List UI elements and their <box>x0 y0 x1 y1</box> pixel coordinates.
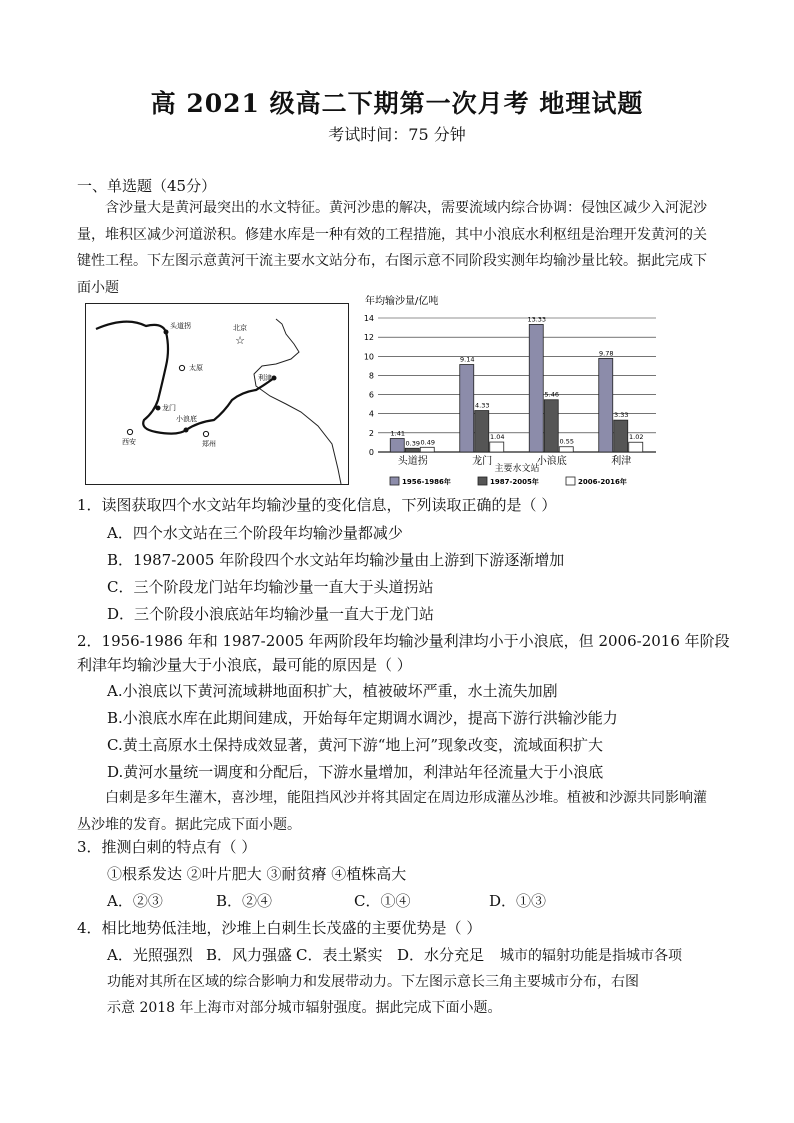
q3-option-a[interactable]: A．②③ <box>107 892 163 910</box>
chart-bar <box>559 447 573 452</box>
q3-option-d[interactable]: D．①③ <box>489 892 547 910</box>
xian-city <box>127 429 132 434</box>
q1-option-a[interactable]: A．四个水文站在三个阶段年均输沙量都减少 <box>107 524 403 542</box>
passage-yellow-river: 含沙量大是黄河最突出的水文特征。黄河沙患的解决，需要流域内综合协调：侵蚀区减少入河泥沙量，堆积区减少河道淤积。修建水库是一种有效的工程措施，其中小浪底水利枢纽是治理开发黄河的关键性工程。下左图示意黄河干流主要水文站分布，右图示意不同阶段实测年均输沙量比较。据此完成下面小题 <box>77 200 707 296</box>
taiyuan-city <box>179 365 184 370</box>
q4-option-d[interactable]: D．水分充足 <box>397 946 485 964</box>
exam-duration: 考试时间：75 分钟 <box>328 125 466 144</box>
chart-bar <box>475 411 489 452</box>
chart-legend-swatch <box>478 477 487 485</box>
label-xiaolangdi: 小浪底 <box>176 415 197 423</box>
q1-option-c[interactable]: C．三个阶段龙门站年均输沙量一直大于头道拐站 <box>107 578 434 596</box>
passage-city-radiation-line2: 功能对其所在区域的综合影响力和发展带动力。下左图示意长三角主要城市分布，右图 <box>107 974 639 990</box>
question-2-stem: 2．1956-1986 年和 1987-2005 年两阶段年均输沙量利津均小于小浪底，但 2006-2016 年阶段 <box>77 632 730 650</box>
label-beijing: 北京 <box>233 324 247 332</box>
q3-option-b[interactable]: B．②④ <box>216 892 273 910</box>
exam-title: 高 2021 级高二下期第一次月考 地理试题 <box>150 89 644 118</box>
chart-legend-label: 1956-1986年 <box>402 478 451 486</box>
chart-category-label: 龙门 <box>472 456 493 467</box>
chart-bar <box>599 358 613 452</box>
chart-bar <box>529 324 543 452</box>
longmen-station <box>156 406 161 411</box>
q1-option-d[interactable]: D．三个阶段小浪底站年均输沙量一直大于龙门站 <box>107 605 435 623</box>
label-zhengzhou: 郑州 <box>202 440 216 448</box>
question-4-stem: 4．相比地势低洼地，沙堆上白刺生长茂盛的主要优势是（ ） <box>77 919 482 937</box>
chart-legend-label: 1987-2005年 <box>490 478 539 486</box>
chart-data-label: 9.14 <box>460 355 475 364</box>
chart-data-label: 13.33 <box>527 315 547 324</box>
chart-bar <box>460 365 474 452</box>
yellow-river-map <box>85 303 349 485</box>
chart-data-label: 0.39 <box>405 439 420 448</box>
chart-bar <box>614 420 628 452</box>
chart-bar <box>544 400 558 452</box>
chart-legend-swatch <box>566 477 575 485</box>
chart-x-axis-label: 主要水文站 <box>494 464 540 474</box>
chart-bar <box>490 442 504 452</box>
chart-legend-label: 2006-2016年 <box>578 478 627 486</box>
chart-category-label: 小浪底 <box>536 456 567 467</box>
beijing-star-icon: ☆ <box>235 334 245 347</box>
label-toudaoguai: 头道拐 <box>170 322 191 330</box>
chart-y-tick-label: 6 <box>368 390 374 400</box>
chart-y-tick-label: 0 <box>368 448 374 457</box>
chart-data-label: 3.33 <box>614 411 629 420</box>
chart-data-label: 4.33 <box>475 401 490 410</box>
label-longmen: 龙门 <box>162 404 176 412</box>
chart-data-label: 1.02 <box>629 433 644 442</box>
chart-y-tick-label: 10 <box>363 352 374 362</box>
chart-category-label: 利津 <box>611 456 632 467</box>
sediment-bar-chart <box>360 290 660 494</box>
q2-option-a[interactable]: A.小浪底以下黄河流域耕地面积扩大，植被破坏严重，水土流失加剧 <box>107 682 558 700</box>
chart-bar <box>405 448 419 452</box>
chart-data-label: 5.46 <box>544 390 559 399</box>
chart-data-label: 9.78 <box>599 349 614 358</box>
chart-data-label: 0.55 <box>559 437 574 446</box>
chart-y-tick-label: 14 <box>363 314 374 323</box>
chart-bar <box>390 439 404 452</box>
xiaolangdi-station <box>184 428 189 433</box>
passage-city-radiation-start: 城市的辐射功能是指城市各项 <box>500 948 682 964</box>
passage-city-radiation-line3: 示意 2018 年上海市对部分城市辐射强度。据此完成下面小题。 <box>107 1000 502 1016</box>
q2-option-b[interactable]: B.小浪底水库在此期间建成，开始每年定期调水调沙，提高下游行洪输沙能力 <box>107 709 618 727</box>
question-2-stem-cont: 利津年均输沙量大于小浪底，最可能的原因是（ ） <box>77 656 412 674</box>
chart-data-label: 1.41 <box>390 429 405 438</box>
chart-legend-swatch <box>390 477 399 485</box>
chart-y-tick-label: 2 <box>368 428 374 438</box>
label-xian: 西安 <box>122 438 136 446</box>
q3-option-c[interactable]: C．①④ <box>354 892 411 910</box>
q4-option-b[interactable]: B．风力强盛 <box>206 946 293 964</box>
section-heading: 一、单选题（45分） <box>77 177 217 195</box>
q2-option-d[interactable]: D.黄河水量统一调度和分配后，下游水量增加，利津站年径流量大于小浪底 <box>107 763 604 781</box>
chart-bar <box>420 447 434 452</box>
chart-bar <box>629 442 643 452</box>
q4-option-a[interactable]: A．光照强烈 <box>107 946 193 964</box>
toudaoguai-station <box>164 330 169 335</box>
question-3-stem: 3．推测白刺的特点有（ ） <box>77 838 257 856</box>
passage-baici: 白刺是多年生灌木，喜沙埋，能阻挡风沙并将其固定在周边形成灌丛沙堆。植被和沙源共同影响灌丛沙堆的发育。据此完成下面小题。 <box>77 790 707 833</box>
chart-data-label: 0.49 <box>420 438 435 447</box>
chart-y-tick-label: 8 <box>368 371 374 381</box>
chart-category-label: 头道拐 <box>397 456 428 467</box>
chart-y-tick-label: 12 <box>363 333 374 343</box>
q1-option-b[interactable]: B．1987-2005 年阶段四个水文站年均输沙量由上游到下游逐渐增加 <box>107 551 565 569</box>
question-1-stem: 1．读图获取四个水文站年均输沙量的变化信息，下列读取正确的是（ ） <box>77 496 557 514</box>
lijin-station <box>272 376 277 381</box>
chart-data-label: 1.04 <box>490 433 505 442</box>
q2-option-c[interactable]: C.黄土高原水土保持成效显著，黄河下游“地上河”现象改变，流域面积扩大 <box>107 736 604 754</box>
q3-statements: ①根系发达 ②叶片肥大 ③耐贫瘠 ④植株高大 <box>107 865 407 883</box>
q4-option-c[interactable]: C．表土紧实 <box>296 946 383 964</box>
label-lijin: 利津 <box>258 374 272 382</box>
zhengzhou-city <box>203 431 208 436</box>
chart-y-axis-label: 年均输沙量/亿吨 <box>365 296 439 307</box>
label-taiyuan: 太原 <box>189 364 203 372</box>
chart-y-tick-label: 4 <box>368 409 374 419</box>
